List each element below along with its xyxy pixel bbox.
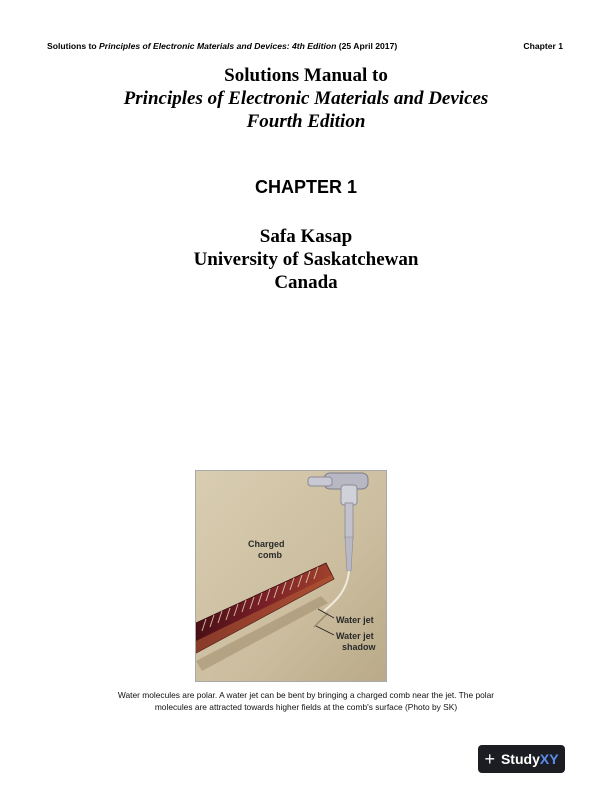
label-shadow-2: shadow — [342, 642, 376, 652]
author-name: Safa Kasap — [259, 226, 353, 247]
label-comb-1: Charged — [248, 539, 285, 549]
running-header — [47, 41, 563, 51]
label-shadow-1: Water jet — [336, 631, 374, 641]
water-jet-photo — [195, 470, 387, 682]
header-book-title: Principles of Electronic Materials and Devices: 4th Edition — [99, 41, 337, 51]
label-jet: Water jet — [336, 615, 374, 625]
badge-xy-text: XY — [539, 751, 559, 767]
badge-study-text: Study — [500, 751, 540, 767]
plus-icon: + — [484, 749, 495, 769]
author-country: Canada — [274, 272, 338, 293]
title-block — [0, 64, 612, 133]
author-institution: University of Saskatchewan — [193, 249, 419, 270]
author-block — [0, 225, 612, 294]
chapter-heading: CHAPTER 1 — [254, 177, 357, 197]
figure-caption — [40, 689, 572, 713]
title-line-2: Principles of Electronic Materials and Devices — [123, 88, 489, 109]
studyxy-badge[interactable] — [478, 745, 565, 773]
title-line-3: Fourth Edition — [246, 111, 366, 132]
header-left — [47, 41, 397, 51]
header-prefix: Solutions to — [47, 41, 100, 51]
caption-line-2: molecules are attracted towards higher fields at the comb's surface (Photo by SK) — [154, 702, 458, 712]
caption-line-1: Water molecules are polar. A water jet can be bent by bringing a charged comb near the jet. The polar — [117, 690, 495, 700]
header-date: (25 April 2017) — [336, 41, 398, 51]
label-comb-2: comb — [258, 550, 283, 560]
header-chapter: Chapter 1 — [523, 41, 563, 51]
title-line-1: Solutions Manual to — [224, 65, 388, 86]
